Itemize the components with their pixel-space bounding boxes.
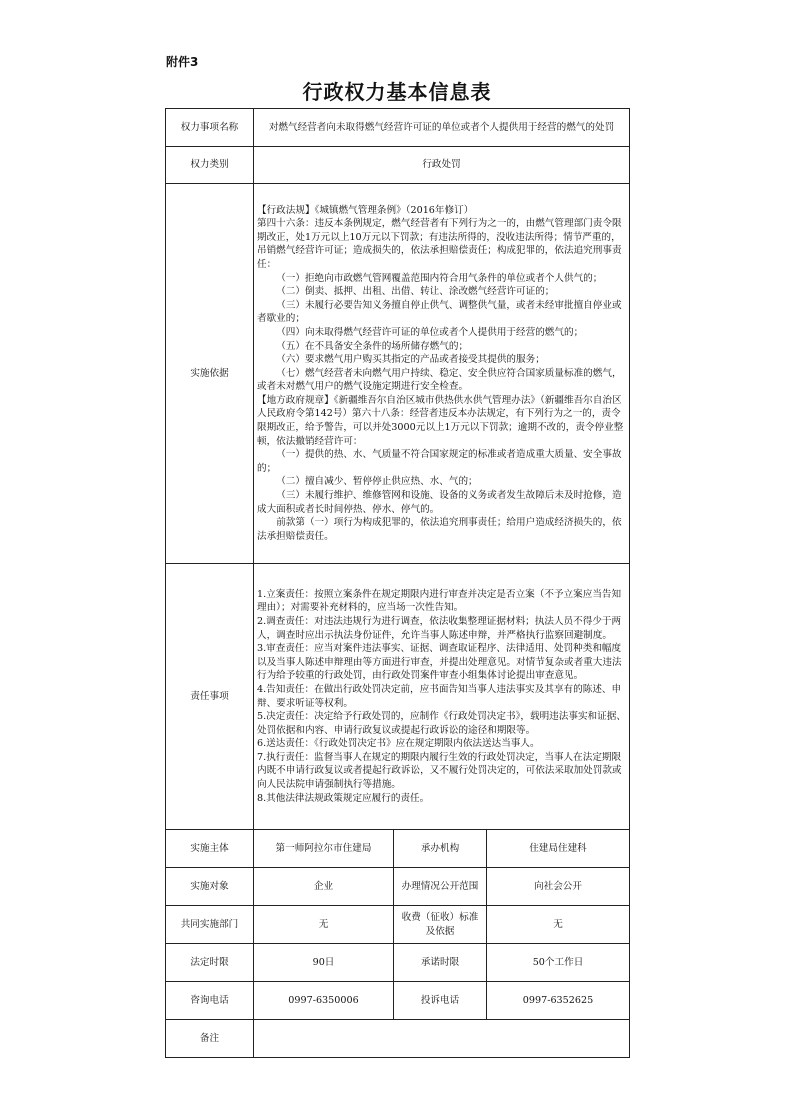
fee-label: 收费（征收）标准及依据 [394,906,487,944]
row-basis [166,184,630,564]
basis-line: （三）未履行必要告知义务擅自停止供气、调整供气量，或者未经审批擅自停业或者歇业的； [257,299,622,325]
remarks-label: 备注 [166,1020,254,1058]
agency-label: 承办机构 [394,830,487,868]
legal-time-label: 法定时限 [166,944,254,982]
duty-line: 2.调查责任：对违法违规行为进行调查，依法收集整理证据材料；执法人员不得少于两人，调查时应出示执法身份证件，允许当事人陈述申辩，并严格执行监察回避制度。 [257,615,622,641]
duty-line: 3.审查责任：应当对案件违法事实、证据、调查取证程序、法律适用、处罚种类和幅度以及当事人陈述申辩理由等方面进行审查，并提出处理意见。对情节复杂或者重大违法行为给予较重的行政处罚，由行政处罚案件审查小组集体讨论提出审查意见。 [257,643,622,682]
remarks-value [254,1020,630,1058]
duty-line: 6.送达责任：《行政处罚决定书》应在规定期限内依法送达当事人。 [257,738,540,750]
duties-label: 责任事项 [166,564,254,830]
consult-phone-label: 咨询电话 [166,982,254,1020]
basis-line: 【行政法规】《城镇燃气管理条例》（2016年修订） [257,204,474,216]
joint-label: 共同实施部门 [166,906,254,944]
disclosure-label: 办理情况公开范围 [394,868,487,906]
fee-value: 无 [487,906,630,944]
item-name-label: 权力事项名称 [166,109,254,147]
category-value: 行政处罚 [254,147,630,184]
info-table [165,108,630,1058]
row-item-name [166,109,630,147]
row-subject [166,830,630,868]
basis-line: （六）要求燃气用户购买其指定的产品或者接受其提供的服务； [276,354,545,366]
basis-line: 前款第（一）项行为构成犯罪的，依法追究刑事责任；给用户造成经济损失的，依法承担赔偿责任。 [257,517,622,542]
legal-time-value: 90日 [254,944,394,982]
category-label: 权力类别 [166,147,254,184]
duties-content [254,564,630,830]
promised-time-value: 50个工作日 [487,944,630,982]
duty-line: 5.决定责任：决定给予行政处罚的，应制作《行政处罚决定书》，载明违法事实和证据、处罚依据和内容、申请行政复议或提起行政诉讼的途径和期限等。 [257,711,626,736]
complaint-phone-value: 0997-6352625 [487,982,630,1020]
consult-phone-value: 0997-6350006 [254,982,394,1020]
disclosure-value: 向社会公开 [487,868,630,906]
basis-line: （七）燃气经营者未向燃气用户持续、稳定、安全供应符合国家质量标准的燃气，或者未对燃气用户的燃气设施定期进行安全检查。 [257,367,622,393]
basis-line: （一）拒绝向市政燃气管网覆盖范围内符合用气条件的单位或者个人供气的； [276,272,603,284]
row-remarks [166,1020,630,1058]
joint-value: 无 [254,906,394,944]
item-name-value: 对燃气经营者向未取得燃气经营许可证的单位或者个人提供用于经营的燃气的处罚 [254,109,630,147]
basis-line: （四）向未取得燃气经营许可证的单位或者个人提供用于经营的燃气的； [276,326,584,338]
duty-line: 1.立案责任：按照立案条件在规定期限内进行审查并决定是否立案（不予立案应当告知理由）；对需要补充材料的，应当场一次性告知。 [257,588,622,614]
subject-value: 第一师阿拉尔市住建局 [254,830,394,868]
complaint-phone-label: 投诉电话 [394,982,487,1020]
row-duties [166,564,630,830]
duty-line: 8.其他法律法规政策规定应履行的责任。 [257,792,430,804]
basis-line: （五）在不具备安全条件的场所储存燃气的； [276,340,469,352]
row-joint [166,906,630,944]
basis-line: （二）擅自减少、暂停停止供应热、水、气的； [276,476,478,488]
basis-content [254,184,630,564]
row-phone [166,982,630,1020]
promised-time-label: 承诺时限 [394,944,487,982]
target-label: 实施对象 [166,868,254,906]
duty-line: 4.告知责任：在做出行政处罚决定前，应书面告知当事人违法事实及其享有的陈述、申辩、要求听证等权利。 [257,683,622,709]
basis-line: （三）未履行维护、维修管网和设施、设备的义务或者发生故障后未及时抢修，造成大面积或者长时间停热、停水、停气的。 [257,490,622,515]
row-time-limit [166,944,630,982]
basis-label: 实施依据 [166,184,254,564]
subject-label: 实施主体 [166,830,254,868]
basis-line: （二）倒卖、抵押、出租、出借、转让、涂改燃气经营许可证的； [276,286,555,298]
basis-line: 【地方政府规章】《新疆维吾尔自治区城市供热供水供气管理办法》（新疆维吾尔自治区人民政府令第142号）第六十八条：经营者违反本办法规定，有下列行为之一的，责令限期改正，给予警告，可以并处3000元以上1万元以下罚款；逾期不改的，责令停业整顿，依法撤销经营许可： [257,394,624,447]
row-category [166,147,630,184]
basis-line: （一）提供的热、水、气质量不符合国家规定的标准或者造成重大质量、安全事故的； [257,449,622,474]
target-value: 企业 [254,868,394,906]
attachment-label: 附件3 [166,55,199,69]
agency-value: 住建局住建科 [487,830,630,868]
basis-line: 第四十六条：违反本条例规定，燃气经营者有下列行为之一的，由燃气管理部门责令限期改正，处1万元以上10万元以下罚款；有违法所得的，没收违法所得；情节严重的，吊销燃气经营许可证；造成损失的，依法承担赔偿责任；构成犯罪的，依法追究刑事责任： [257,218,622,270]
duty-line: 7.执行责任：监督当事人在规定的期限内履行生效的行政处罚决定，当事人在法定期限内既不申请行政复议或者提起行政诉讼，又不履行处罚决定的，可依法采取加处罚款或向人民法院申请强制执行等措施。 [257,751,622,791]
page-title: 行政权力基本信息表 [302,80,492,104]
row-target [166,868,630,906]
